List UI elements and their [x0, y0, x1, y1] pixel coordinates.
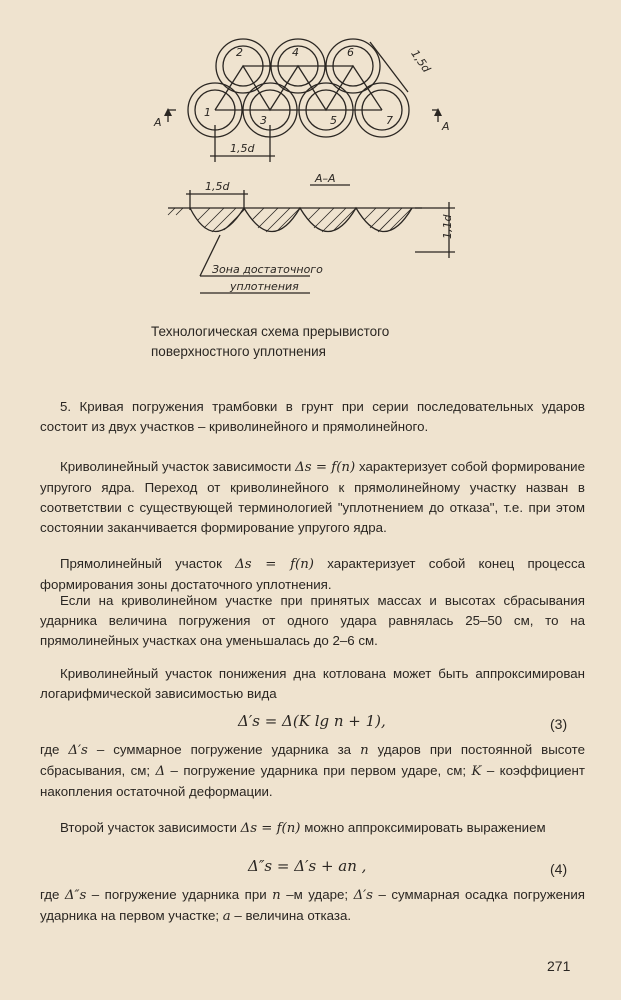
p2-text-b: характеризует собой формирование упругого ядра. Переход от криволинейного к прямолинейному участку назван в соответствии с существующей терминологией "уплотнением до отказа", т.е. при этом состоянии заканчивается формирование упругого ядра. [40, 459, 585, 535]
p2-formula: Δs = f(n) [295, 460, 356, 475]
caption-line2: поверхностного уплотнения [151, 344, 326, 359]
circle-label-3: 3 [260, 114, 267, 127]
paragraph-linear [40, 554, 585, 595]
p8-text-c: –м ударе; [286, 887, 349, 902]
zone-label-line1: Зона достаточного [212, 263, 323, 276]
p6-sym2: n [360, 743, 369, 758]
paragraph-where-3 [40, 740, 585, 802]
p8-sym1: Δ″s [64, 888, 87, 903]
caption-line1: Технологическая схема прерывистого [151, 324, 390, 339]
circle-label-1: 1 [204, 106, 211, 119]
zone-label-line2: уплотнения [230, 280, 299, 293]
equation-3-number: (3) [550, 716, 568, 732]
p8-text-a: где [40, 887, 60, 902]
dim-section-label: 1,5d [205, 180, 230, 193]
p8-sym2: n [272, 888, 281, 903]
p3-text-a: Прямолинейный участок [60, 556, 222, 571]
circle-label-4: 4 [292, 46, 299, 59]
paragraph-values: Если на криволинейном участке при принятых массах и высотах сбрасывания ударника величина погружения от одного удара равнялась 25–50 см, то на прямолинейных участках она уменьшалась до 2–6 см. [40, 593, 585, 648]
dim-depth-label: 1,1d [441, 214, 454, 239]
paragraph-approx: Криволинейный участок понижения дна котлована может быть аппроксимирован логарифмической зависимостью вида [40, 666, 585, 701]
figure-caption [151, 322, 471, 362]
p7-text-a: Второй участок зависимости [60, 820, 237, 835]
circle-label-2: 2 [236, 46, 243, 59]
p8-sym4: a [222, 909, 231, 924]
dim-top-label: 1,5d [230, 142, 255, 155]
equation-4-number: (4) [550, 861, 568, 877]
dim-diag-label: 1,5d [408, 47, 433, 75]
p6-text-c: ударов при постоянной высоте сбрасывания, см; [40, 742, 585, 778]
paragraph-curvilinear [40, 457, 585, 538]
paragraph-where-4 [40, 885, 585, 927]
p6-sym3: Δ [155, 764, 166, 779]
circle-label-7: 7 [386, 114, 393, 127]
equation-3: Δ′s = Δ(K lg n + 1), [238, 712, 386, 730]
p3-text-b: характеризует собой конец процесса формирования зоны достаточного уплотнения. [40, 556, 585, 592]
p6-text-e: – коэффициент накопления остаточной деформации. [40, 763, 585, 799]
p8-text-e: – величина отказа. [234, 908, 352, 923]
p2-text-a: Криволинейный участок зависимости [60, 459, 292, 474]
p7-formula: Δs = f(n) [240, 821, 301, 836]
p6-sym1: Δ′s [68, 743, 88, 758]
section-mark-right: A [442, 120, 450, 133]
circle-label-5: 5 [330, 114, 337, 127]
p6-text-d: – погружение ударника при первом ударе, см; [170, 763, 467, 778]
section-mark-left: A [154, 116, 162, 129]
page-number: 271 [547, 958, 571, 974]
p6-text-a: где [40, 742, 60, 757]
paragraph-5: 5. Кривая погружения трамбовки в грунт при серии последовательных ударов состоит из двух участков – криволинейного и прямолинейного. [40, 399, 585, 434]
p8-text-b: – погружение ударника при [91, 887, 267, 902]
circle-label-6: 6 [347, 46, 354, 59]
equation-4: Δ″s = Δ′s + an , [248, 857, 367, 875]
p8-sym3: Δ′s [353, 888, 374, 903]
paragraph-second [40, 818, 585, 839]
compaction-scheme-figure [154, 30, 460, 305]
p8-text-d: – суммарная осадка погружения ударника на первом участке; [40, 887, 585, 923]
section-title: A–A [315, 172, 336, 185]
p6-sym4: K [471, 764, 482, 779]
p3-formula: Δs = f(n) [235, 557, 314, 572]
p7-text-b: можно аппроксимировать выражением [304, 820, 546, 835]
p6-text-b: – суммарное погружение ударника за [96, 742, 352, 757]
